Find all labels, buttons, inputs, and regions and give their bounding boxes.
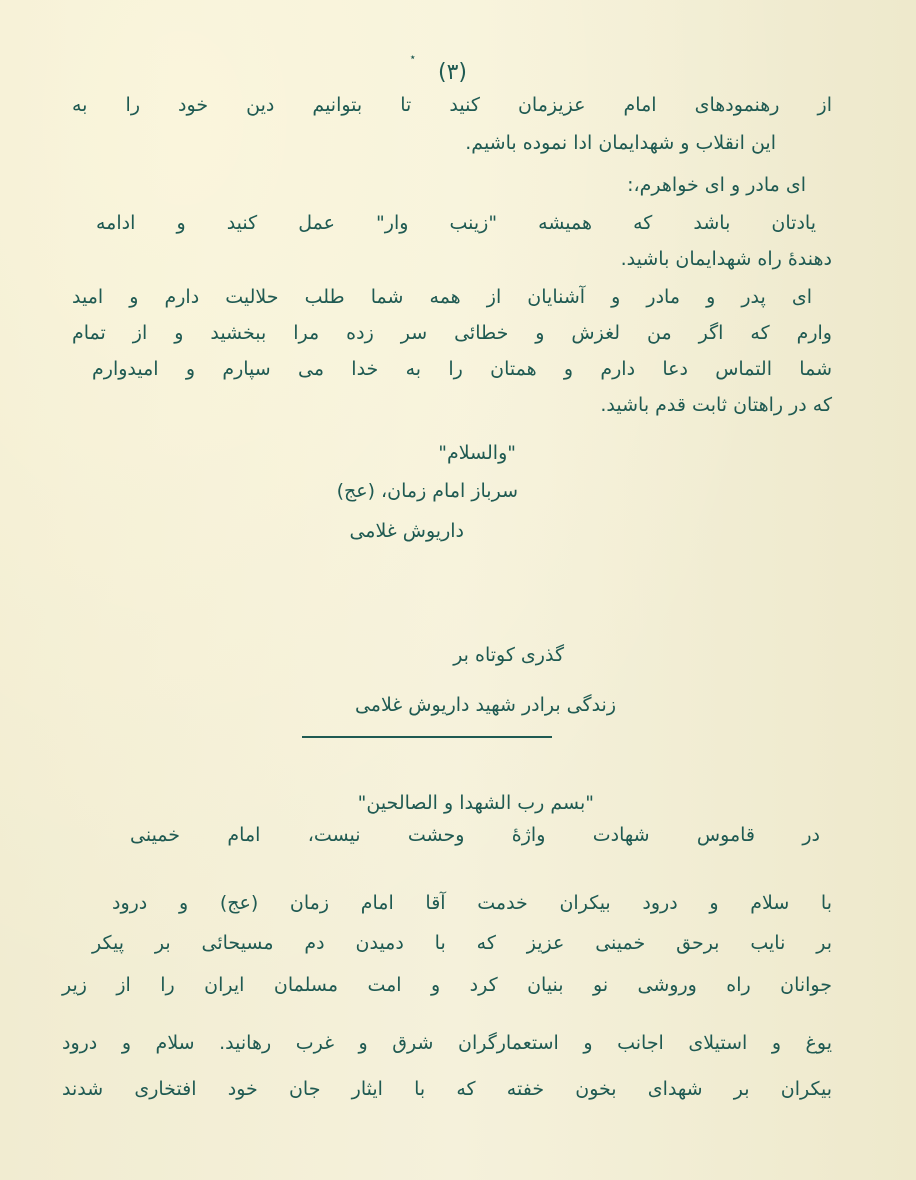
- paragraph3-line1: ای پدر و مادر و آشنایان از همه شما طلب حلالیت دارم و امید: [72, 286, 812, 308]
- paragraph1-line2: این انقلاب و شهدایمان ادا نموده باشیم.: [465, 132, 776, 154]
- paragraph3-line4: که در راهتان ثابت قدم باشید.: [600, 394, 832, 416]
- page-number: (۳): [438, 60, 468, 85]
- signature-name: داریوش غلامی: [349, 520, 464, 542]
- paragraph2-line2: دهندهٔ راه شهدایمان باشید.: [620, 248, 832, 270]
- paragraph4-line3: جوانان راه وروشی نو بنیان کرد و امت مسلمان ایران را از زیر: [62, 974, 832, 996]
- page-mark: ٭: [410, 52, 416, 63]
- paragraph4-line2: بر نایب برحق خمینی عزیز که با دمیدن دم مسیحائی بر پیکر: [92, 932, 832, 954]
- basmala: "بسم رب الشهدا و الصالحین": [357, 792, 594, 814]
- signature-title: سرباز امام زمان، (عج): [336, 480, 518, 502]
- khomeini-quote: در قاموس شهادت واژهٔ وحشت نیست، امام خمینی: [130, 824, 820, 846]
- paragraph1-line1: از رهنمودهای امام عزیزمان کنید تا بتوانیم دین خود را به: [72, 94, 832, 116]
- closing-salutation: "والسلام": [438, 442, 516, 464]
- paragraph4-line4: یوغ و استیلای اجانب و استعمارگران شرق و غرب رهانید. سلام و درود: [62, 1032, 832, 1054]
- paragraph2-line1: یادتان باشد که همیشه "زینب وار" عمل کنید و ادامه: [96, 212, 816, 234]
- paragraph3-line2: وارم که اگر من لغزش و خطائی سر زده مرا ببخشید و از تمام: [72, 322, 832, 344]
- paragraph4-line1: با سلام و درود بیکران خدمت آقا امام زمان (عج) و درود: [112, 892, 832, 914]
- address-mother-sister: ای مادر و ای خواهرم،:: [627, 174, 806, 196]
- section-title-line2: زندگی برادر شهید داریوش غلامی: [354, 694, 616, 716]
- paragraph3-line3: شما التماس دعا دارم و همتان را به خدا می سپارم و امیدوارم: [92, 358, 832, 380]
- section-title-line1: گذری کوتاه بر: [453, 644, 564, 666]
- paragraph4-line5: بیکران بر شهدای بخون خفته که با ایثار جان خود افتخاری شدند: [62, 1078, 832, 1100]
- section-divider: [302, 736, 552, 738]
